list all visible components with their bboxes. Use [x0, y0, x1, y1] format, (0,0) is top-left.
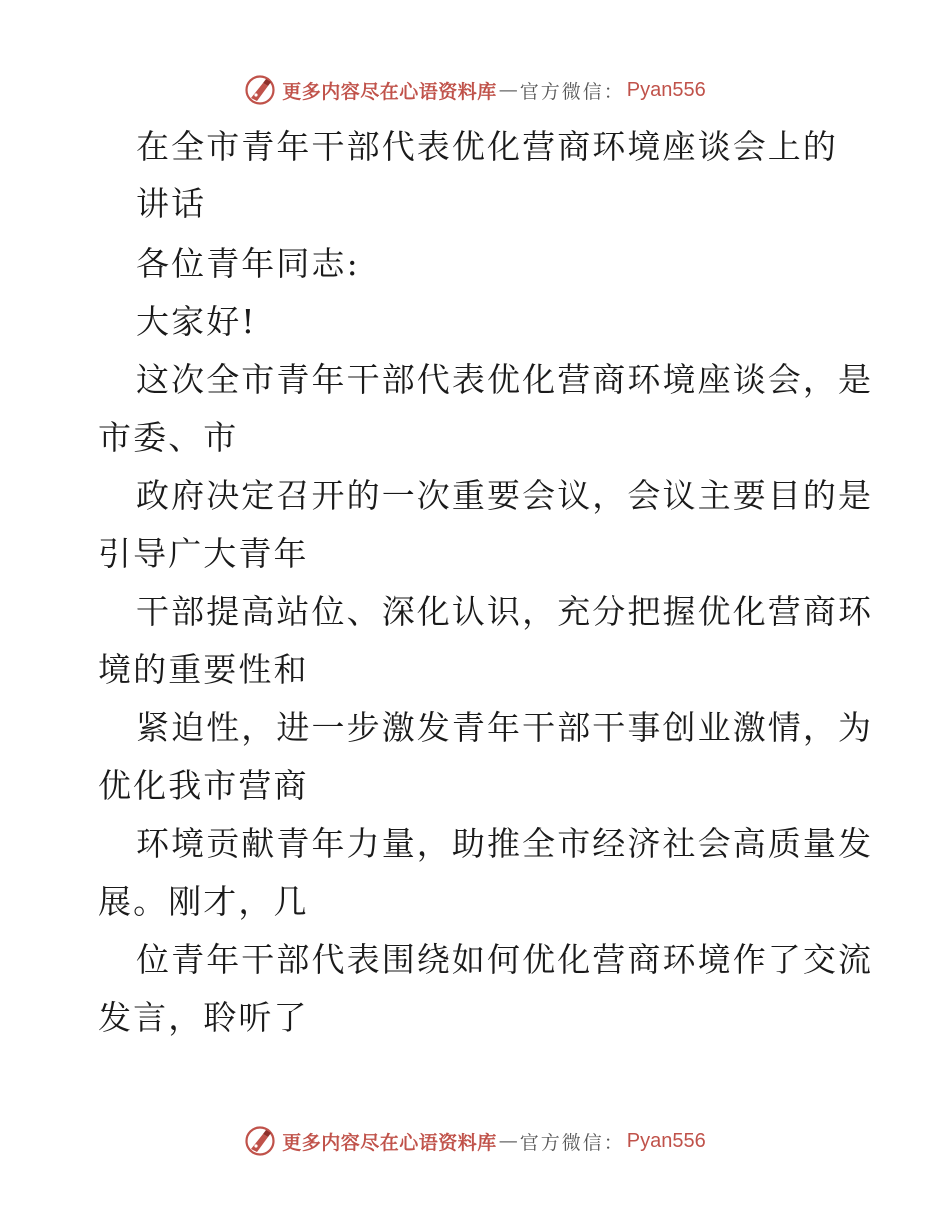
- paragraph-line: 境的重要性和: [98, 650, 309, 689]
- paragraph-line: 紧迫性，进一步激发青年干部干事创业激情，为: [136, 708, 874, 747]
- paragraph-line: 这次全市青年干部代表优化营商环境座谈会，是: [136, 360, 874, 399]
- salutation: 各位青年同志:: [136, 244, 360, 283]
- paragraph-line: 展。刚才，几: [98, 882, 309, 921]
- doc-title-line-1: 在全市青年干部代表优化营商环境座谈会上的: [136, 127, 838, 166]
- paragraph-line: 政府决定召开的一次重要会议，会议主要目的是: [136, 476, 874, 515]
- paragraph-line: 引导广大青年: [98, 534, 309, 573]
- paragraph-line: 优化我市营商: [98, 766, 309, 805]
- footer-watermark: [0, 1121, 950, 1161]
- watermark-separator: —: [498, 1130, 518, 1152]
- paragraph-line: 发言，聆听了: [98, 998, 309, 1037]
- pen-logo-icon: [244, 1125, 276, 1157]
- greeting: 大家好!: [136, 302, 257, 341]
- watermark-text: 更多内容尽在心语资料库: [282, 80, 497, 103]
- watermark-label: 官方微信：: [519, 1131, 625, 1154]
- paragraph-line: 环境贡献青年力量，助推全市经济社会高质量发: [136, 824, 874, 863]
- paragraph-line: 位青年干部代表围绕如何优化营商环境作了交流: [136, 940, 874, 979]
- pen-logo-icon: [244, 74, 276, 106]
- paragraph-line: 干部提高站位、深化认识，充分把握优化营商环: [136, 592, 874, 631]
- watermark-separator: —: [498, 79, 518, 101]
- watermark-id: Pyan556: [626, 78, 706, 101]
- paragraph-line: 市委、市: [98, 418, 239, 457]
- watermark-text: 更多内容尽在心语资料库: [282, 1131, 497, 1154]
- watermark-id: Pyan556: [626, 1129, 706, 1152]
- watermark-label: 官方微信：: [519, 80, 625, 103]
- doc-title-line-2: 讲话: [136, 184, 207, 223]
- header-watermark: [0, 70, 950, 110]
